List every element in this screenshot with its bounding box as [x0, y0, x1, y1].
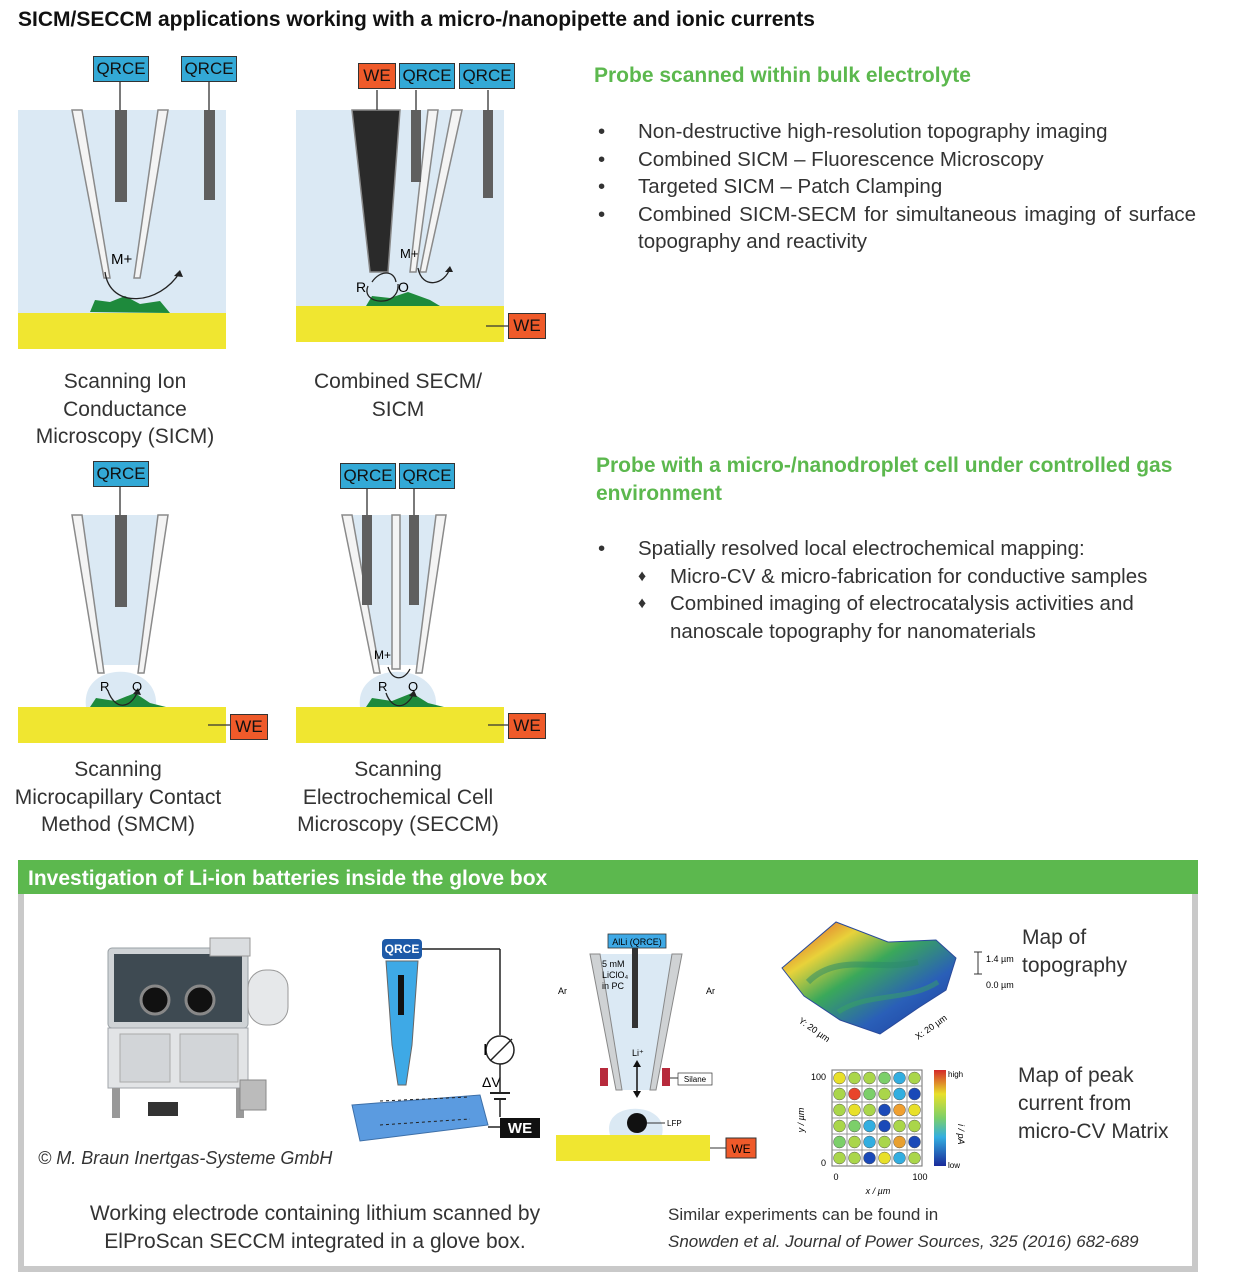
cv-spot: [834, 1072, 846, 1084]
lfp-particle: [627, 1113, 647, 1133]
cv-spot: [834, 1104, 846, 1116]
cv-spot: [834, 1088, 846, 1100]
cv-spot: [864, 1104, 876, 1116]
svg-text:5 mM: 5 mM: [602, 959, 625, 969]
list-item: ♦ Combined imaging of electrocatalysis activities and nanoscale topography for nanomaterials: [638, 592, 1134, 643]
seccm-setup-schematic: [350, 935, 550, 1165]
electrode-inner: [115, 515, 127, 607]
svg-text:X: 20 µm: X: 20 µm: [913, 1012, 949, 1042]
svg-text:I: I: [483, 1042, 488, 1059]
electrode-inner: [115, 110, 127, 202]
electrode-bath: [483, 110, 493, 198]
cv-spot: [864, 1136, 876, 1148]
cv-spot: [894, 1072, 906, 1084]
svg-text:WE: WE: [731, 1142, 751, 1156]
cv-spot: [909, 1136, 921, 1148]
cv-spot: [864, 1072, 876, 1084]
glovebox-caption: Working electrode containing lithium scanned by ElProScan SECCM integrated in a glove box.: [89, 1202, 541, 1253]
cv-matrix-map: [790, 1062, 980, 1200]
svg-text:i / pA: i / pA: [956, 1124, 966, 1145]
svg-text:low: low: [948, 1161, 961, 1170]
cv-spot: [894, 1120, 906, 1132]
qrce-label: QRCE: [399, 63, 455, 89]
cv-spot: [909, 1120, 921, 1132]
smcm-caption: Scanning Microcapillary Contact Method (SMCM): [14, 758, 222, 836]
smcm-diagram: [0, 455, 280, 755]
list-item: • Combined SICM-SECM for simultaneous imaging of surface topography and reactivity: [598, 202, 1196, 253]
sample-stage: [352, 1095, 488, 1141]
page-title: SICM/SECCM applications working with a micro-/nanopipette and ionic currents: [18, 8, 815, 31]
photo-credit: © M. Braun Inertgas-Systeme GmbH: [38, 1148, 333, 1168]
list-item: ♦ Micro-CV & micro-fabrication for conductive samples: [638, 564, 1148, 588]
svg-text:in PC: in PC: [602, 981, 625, 991]
qrce-label: QRCE: [181, 56, 237, 82]
svg-text:O: O: [398, 279, 409, 295]
svg-text:LFP: LFP: [667, 1119, 682, 1128]
cv-spot: [909, 1088, 921, 1100]
cv-spot: [834, 1136, 846, 1148]
svg-text:ΔV: ΔV: [482, 1074, 501, 1090]
electrode-inner: [411, 110, 421, 182]
cv-spot: [849, 1072, 861, 1084]
svg-text:0: 0: [833, 1172, 839, 1182]
cv-spot: [834, 1120, 846, 1132]
substrate: [18, 707, 226, 743]
cv-spot: [909, 1072, 921, 1084]
cv-spot: [894, 1088, 906, 1100]
electrode-barrel-1: [362, 515, 372, 605]
svg-text:0.0 µm: 0.0 µm: [986, 980, 1014, 990]
we-label: WE: [508, 313, 546, 339]
qrce-label: QRCE: [340, 463, 396, 489]
list-item: • Combined SICM – Fluorescence Microscopy: [598, 147, 1044, 171]
list-item: • Spatially resolved local electrochemical mapping:: [598, 537, 1085, 560]
svg-text:WE: WE: [507, 1120, 533, 1137]
svg-text:0: 0: [820, 1158, 826, 1168]
cv-spot: [864, 1152, 876, 1164]
cv-spot: [864, 1088, 876, 1100]
qrce-label: QRCE: [399, 463, 455, 489]
cv-spot: [894, 1136, 906, 1148]
svg-text:y / µm: y / µm: [796, 1107, 806, 1133]
section2-heading: Probe with a micro-/nanodroplet cell under controlled gas environment: [596, 454, 1173, 505]
glovebox-banner: Investigation of Li-ion batteries inside the glove box: [18, 860, 1198, 894]
list-item: • Non-destructive high-resolution topography imaging: [598, 120, 1108, 143]
section1-bullets: [594, 118, 1196, 256]
qrce-label: QRCE: [93, 56, 149, 82]
cv-spot: [894, 1104, 906, 1116]
seccm-diagram: [280, 455, 560, 755]
sicm-caption: Scanning Ion Conductance Microscopy (SICM): [35, 370, 215, 448]
svg-text:Y: 20 µm: Y: 20 µm: [796, 1015, 832, 1045]
cv-spot: [849, 1088, 861, 1100]
svg-text:high: high: [948, 1070, 964, 1079]
svg-text:1.4 µm: 1.4 µm: [986, 954, 1014, 964]
cv-spot: [879, 1104, 891, 1116]
svg-text:R: R: [100, 679, 110, 694]
we-label: WE: [508, 713, 546, 739]
substrate: [296, 707, 504, 743]
svg-text:LiClO₄: LiClO₄: [602, 970, 629, 980]
cv-spot: [834, 1152, 846, 1164]
svg-text:R: R: [356, 279, 367, 295]
glovebox-photo: [100, 930, 310, 1125]
cv-spot: [909, 1104, 921, 1116]
secm-sicm-caption: Combined SECM/ SICM: [313, 370, 483, 421]
similar-text: Similar experiments can be found in: [668, 1205, 939, 1224]
we-label: WE: [358, 63, 396, 89]
svg-text:100: 100: [912, 1172, 928, 1182]
topography-label: Map of topography: [1022, 926, 1128, 977]
topography-map: [768, 912, 1026, 1052]
svg-text:O: O: [408, 679, 419, 694]
reference-citation: Snowden et al. Journal of Power Sources, 325 (2016) 682-689: [668, 1232, 1139, 1251]
section1-heading: Probe scanned within bulk electrolyte: [594, 64, 971, 87]
qrce-label: QRCE: [459, 63, 515, 89]
electrode-bath: [204, 110, 215, 200]
cv-spot: [849, 1152, 861, 1164]
list-item: • Targeted SICM – Patch Clamping: [598, 175, 943, 198]
svg-text:x / µm: x / µm: [865, 1186, 891, 1196]
pipette-septum: [392, 515, 400, 669]
svg-text:Silane: Silane: [683, 1075, 707, 1084]
svg-text:QRCE: QRCE: [384, 942, 420, 956]
cv-spot: [879, 1152, 891, 1164]
svg-text:O: O: [132, 679, 143, 694]
svg-text:100: 100: [810, 1072, 826, 1082]
cv-spot: [909, 1152, 921, 1164]
cv-spot: [894, 1152, 906, 1164]
svg-text:Ar: Ar: [558, 986, 567, 996]
cv-map-label: Map of peak current from micro-CV Matrix: [1018, 1064, 1169, 1143]
we-label: WE: [230, 714, 268, 740]
section2-bullets: [594, 535, 1198, 645]
svg-text:Li⁺: Li⁺: [632, 1048, 644, 1058]
qrce-label: QRCE: [93, 461, 149, 487]
cv-spot: [849, 1120, 861, 1132]
cv-spot: [849, 1104, 861, 1116]
cv-spot: [879, 1136, 891, 1148]
svg-text:Ar: Ar: [706, 986, 715, 996]
cv-spot: [879, 1072, 891, 1084]
cv-spot: [879, 1088, 891, 1100]
electrode-barrel-2: [409, 515, 419, 605]
ion-label: M+: [111, 251, 133, 268]
cv-spot: [849, 1136, 861, 1148]
svg-text:R: R: [378, 679, 388, 694]
cv-spot: [864, 1120, 876, 1132]
cv-spot: [879, 1120, 891, 1132]
substrate: [296, 306, 504, 342]
droplet-cell-schematic: [550, 930, 765, 1165]
colorbar: [934, 1070, 946, 1166]
seccm-caption: Scanning Electrochemical Cell Microscopy (SECCM): [297, 758, 499, 836]
sicm-diagram: [0, 50, 260, 360]
svg-text:AlLi (QRCE): AlLi (QRCE): [612, 937, 662, 947]
substrate: [18, 313, 226, 349]
svg-text:M+: M+: [374, 648, 392, 662]
svg-text:M+: M+: [400, 246, 419, 261]
